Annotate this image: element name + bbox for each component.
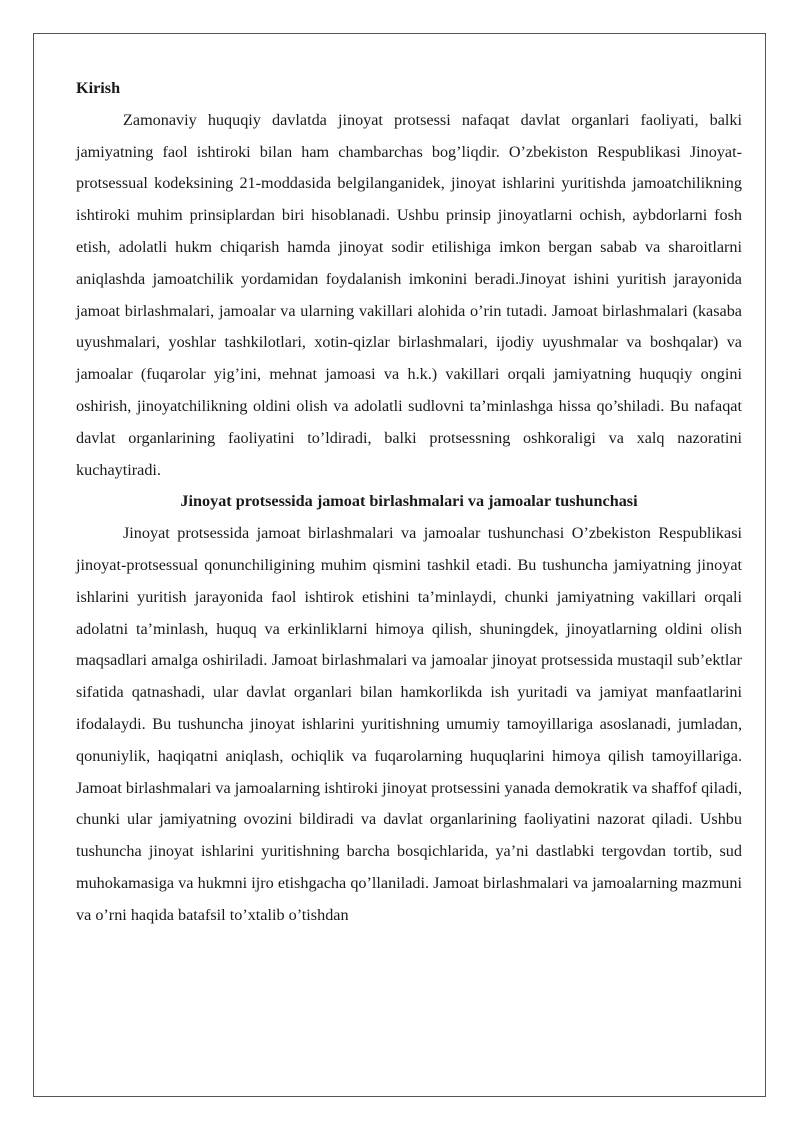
intro-heading: Kirish xyxy=(76,79,121,97)
section-paragraph: Jinoyat protsessida jamoat birlashmalari va jamoalar tushunchasi O’zbekiston Respublikasi jinoyat-protsessual qonunchiligining muhim qismini tashkil etadi. Bu tushuncha jamiyatning jinoyat ishlarini yuritish jarayonida faol ishtirok etishini ta’minlaydi, chunki jamiyatning vakillari orqali adolatni ta’minlash, huquq va erkinliklarni himoya qilish, shuningdek, jinoyatlarning oldini olish maqsadlari amalga oshiriladi. Jamoat birlashmalari va jamoalar jinoyat protsessida mustaqil sub’ektlar sifatida qatnashadi, ular davlat organlari bilan hamkorlikda ish yuritadi va jamiyat manfaatlarini ifodalaydi. Bu tushuncha jinoyat ishlarini yuritishning umumiy tamoyillariga asoslanadi, jumladan, qonuniylik, haqiqatni aniqlash, ochiqlik va fuqarolarning huquqlarini himoya qilish tamoyillariga. Jamoat birlashmalari va jamoalarning ishtiroki jinoyat protsessini yanada demokratik va shaffof qiladi, chunki ular jamiyatning ovozini bildiradi va davlat organlarining faoliyatini nazorat qiladi. Ushbu tushuncha jinoyat ishlarini yuritishning barcha bosqichlarida, ya’ni dastlabki tergovdan tortib, sud muhokamasiga va hukmni ijro etishgacha qo’llaniladi. Jamoat birlashmalari va jamoalarning mazmuni va o’rni haqida batafsil to’xtalib o’tishdan xyxy=(76,524,742,924)
section-title: Jinoyat protsessida jamoat birlashmalari va jamoalar tushunchasi xyxy=(180,492,638,511)
document-body xyxy=(76,73,742,932)
intro-paragraph: Zamonaviy huquqiy davlatda jinoyat protsessi nafaqat davlat organlari faoliyati, balki jamiyatning faol ishtiroki bilan ham chambarchas bog’liqdir. O’zbekiston Respublikasi Jinoyat-protsessual kodeksining 21-moddasida belgilanganidek, jinoyat ishlarini yuritishda jamoatchilikning ishtiroki muhim prinsiplardan biri hisoblanadi. Ushbu prinsip jinoyatlarni ochish, aybdorlarni fosh etish, adolatli hukm chiqarish hamda jinoyat sodir etilishiga imkon bergan sabab va sharoitlarni aniqlashda jamoatchilik yordamidan foydalanish imkonini beradi.Jinoyat ishini yuritish jarayonida jamoat birlashmalari, jamoalar va ularning vakillari alohida o’rin tutadi. Jamoat birlashmalari (kasaba uyushmalari, yoshlar tashkilotlari, xotin-qizlar birlashmalari, ijodiy uyushmalar va boshqalar) va jamoalar (fuqarolar yig’ini, mehnat jamoasi va h.k.) vakillari orqali jamiyatning huquqiy ongini oshirish, jinoyatchilikning oldini olish va adolatli sudlovni ta’minlashga hissa qo’shiladi. Bu nafaqat davlat organlarining faoliyatini to’ldiradi, balki protsessning oshkoraligi va xalq nazoratini kuchaytiradi. xyxy=(76,110,742,479)
